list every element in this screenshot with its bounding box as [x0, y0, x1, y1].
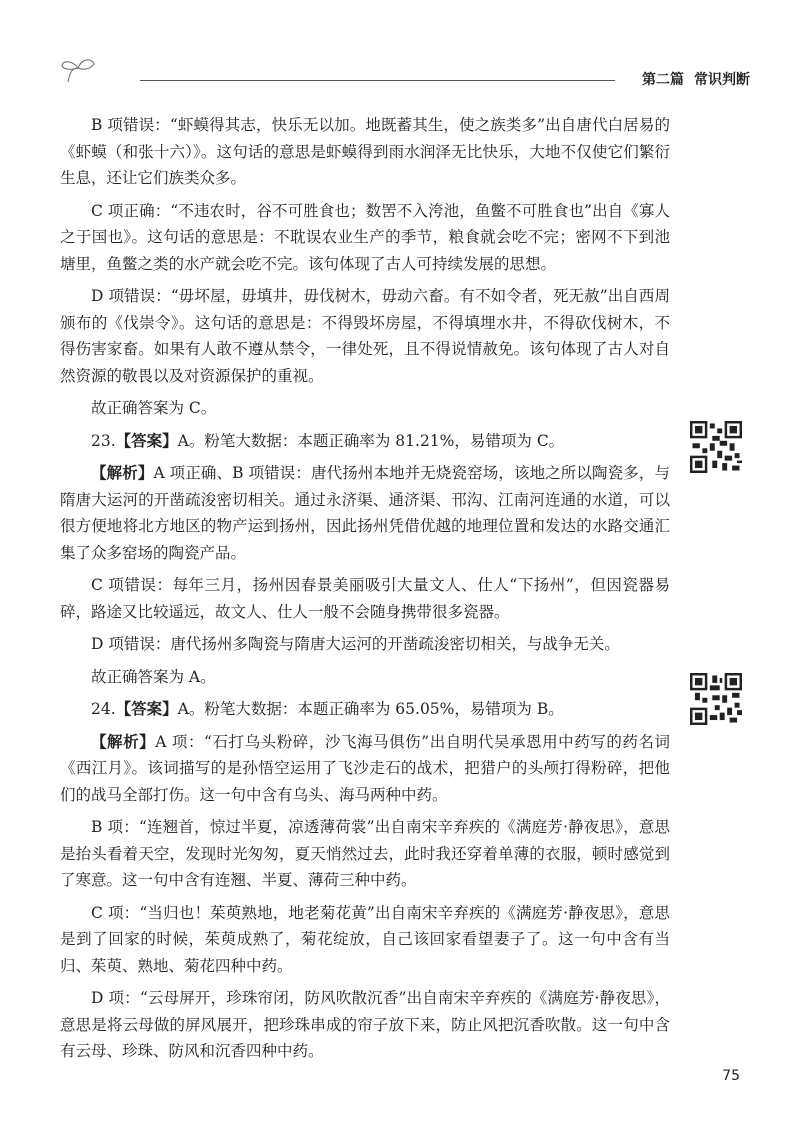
q24-answer [60, 696, 670, 723]
q23-number: 23. [91, 431, 116, 450]
qr-code-icon[interactable] [690, 673, 742, 725]
sprout-icon [60, 56, 100, 86]
q24-option-b: B 项：“连翘首，惊过半夏，凉透薄荷裳”出自南宋辛弃疾的《满庭芳·静夜思》，意思是抬头看着天空，发现时光匆匆，夏天悄然过去，此时我还穿着单薄的衣服，顿时感觉到了寒意。这一句中含有连翘、半夏、薄荷三种中药。 [60, 818, 670, 889]
qr-code-icon[interactable] [690, 421, 742, 473]
q24-option-d: D 项：“云母屏开，珍珠帘闭，防风吹散沉香”出自南宋辛弃疾的《满庭芳·静夜思》，意思是将云母做的屏风展开，把珍珠串成的帘子放下来，防止风把沉香吹散。这一句中含有云母、珍珠、防风和沉香四种中药。 [60, 989, 670, 1060]
q24-number: 24. [91, 700, 116, 718]
q24-analysis [60, 729, 670, 809]
q24-answer-text: A。粉笔大数据：本题正确率为 65.05%，易错项为 B。 [177, 700, 564, 718]
paragraph-answer-c: 故正确答案为 C。 [91, 399, 217, 417]
q23-analysis-text: A 项正确、B 项错误：唐代扬州本地并无烧瓷窑场，该地之所以陶瓷多，与隋唐大运河的开凿疏浚密切相关。通过永济渠、通济渠、邗沟、江南河连通的水道，可以很方便地将北方地区的物产运到扬州，因此扬州凭借优越的地理位置和发达的水路交通汇集了众多窑场的陶瓷产品。 [60, 464, 670, 562]
page-header [60, 56, 750, 96]
header-section: 常识判断 [694, 72, 750, 88]
page-number: 75 [722, 1068, 740, 1084]
q23-option-d: D 项错误：唐代扬州多陶瓷与隋唐大运河的开凿疏浚密切相关，与战争无关。 [91, 635, 620, 653]
q24-analysis-label: 【解析】 [91, 732, 156, 751]
header-title [632, 69, 750, 89]
paragraph-b-wrong: B 项错误：“虾蟆得其志，快乐无以加。地既蓄其生，使之族类多”出自唐代白居易的《虾蟆（和张十六）》。这句话的意思是虾蟆得到雨水润泽无比快乐，大地不仅使它们繁衍生息，还让它们族类众多。 [60, 116, 670, 187]
q23-answer-text: A。粉笔大数据：本题正确率为 81.21%，易错项为 C。 [177, 431, 565, 450]
paragraph-d-wrong: D 项错误：“毋坏屋，毋填井，毋伐树木，毋动六畜。有不如令者，死无赦”出自西周颁布的《伐崇令》。这句话的意思是：不得毁坏房屋，不得填埋水井，不得砍伐树木，不得伤害家畜。如果有人敢不遵从禁令，一律处死，且不得说情赦免。该句体现了古人对自然资源的敬畏以及对资源保护的重视。 [60, 287, 670, 385]
header-part: 第二篇 [642, 72, 684, 88]
header-rule [140, 80, 615, 81]
q24-analysis-text: A 项：“石打乌头粉碎，沙飞海马俱伤”出自明代吴承恩用中药写的药名词《西江月》。该词描写的是孙悟空运用了飞沙走石的战术，把猎户的头颅打得粉碎，把他们的战马全部打伤。这一句中含有乌头、海马两种中药。 [60, 732, 670, 804]
q23-final-answer: 故正确答案为 A。 [91, 667, 216, 686]
q23-analysis [60, 460, 670, 566]
q23-answer-label: 【答案】 [115, 431, 178, 450]
paragraph-c-correct: C 项正确：“不违农时，谷不可胜食也；数罟不入洿池，鱼鳖不可胜食也”出自《寡人之于国也》。这句话的意思是：不耽误农业生产的季节，粮食就会吃不完；密网不下到池塘里，鱼鳖之类的水产就会吃不完。该句体现了古人可持续发展的思想。 [60, 201, 670, 273]
q24-answer-label: 【答案】 [115, 700, 178, 718]
page-body [60, 112, 670, 1065]
q23-answer [60, 428, 670, 455]
q23-analysis-label: 【解析】 [91, 464, 154, 482]
q24-option-c: C 项：“当归也！茱萸熟地，地老菊花黄”出自南宋辛弃疾的《满庭芳·静夜思》，意思是到了回家的时候，茱萸成熟了，菊花绽放，自己该回家看望妻子了。这一句中含有当归、茱萸、熟地、菊花四种中药。 [60, 903, 670, 975]
q23-option-c: C 项错误：每年三月，扬州因春景美丽吸引大量文人、仕人“下扬州”，但因瓷器易碎，路途又比较遥远，故文人、仕人一般不会随身携带很多瓷器。 [60, 576, 670, 621]
